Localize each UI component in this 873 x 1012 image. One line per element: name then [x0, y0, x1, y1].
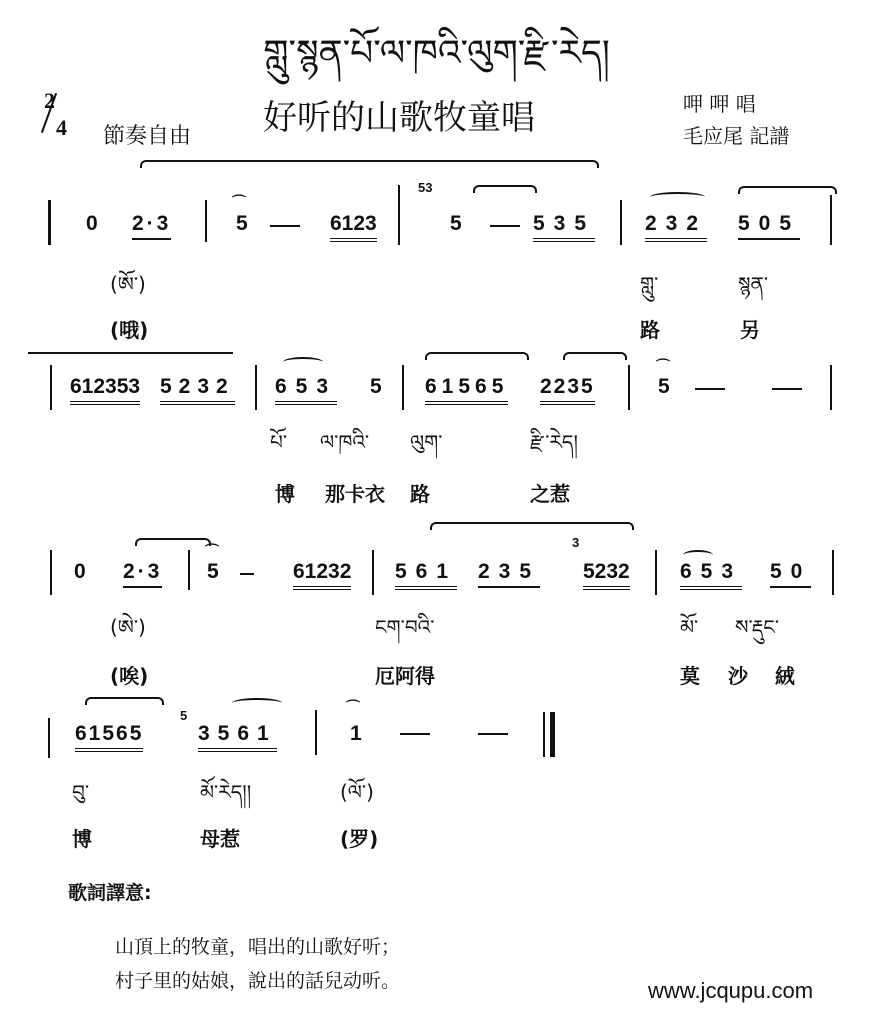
tie: [683, 550, 713, 560]
lyric-chinese: 博: [275, 482, 295, 506]
lyric-tibetan: (ལོ་): [340, 780, 374, 804]
dash: [240, 573, 254, 575]
barline: [48, 718, 50, 758]
slur: [473, 185, 537, 193]
tibetan-title: གླུ་སྙན་པོ་ལ་ཁའི་ལུག་རྫི་རེད།: [263, 33, 610, 74]
translation-heading: 歌詞譯意:: [68, 882, 152, 904]
barline: [655, 550, 657, 595]
lyric-chinese: 厄阿得: [375, 664, 435, 688]
lyric-tibetan: ལ་ཁའི་: [320, 430, 370, 454]
lyric-chinese: 母惹: [200, 827, 240, 851]
barline: [205, 200, 207, 242]
barline: [255, 365, 257, 410]
note-group: 61565: [425, 375, 508, 405]
barline: [50, 365, 52, 410]
lyric-tibetan: པོ་: [270, 430, 288, 454]
final-barline: [543, 712, 545, 757]
dash: [478, 733, 508, 735]
barline: [402, 365, 404, 410]
slur: [28, 352, 233, 354]
note: 5: [207, 560, 222, 583]
tie: [232, 698, 282, 708]
tie: [650, 192, 705, 202]
note-group: 653: [680, 560, 742, 590]
grace-note: 5: [180, 708, 188, 723]
slur: [430, 522, 634, 530]
time-signature-bottom: 4: [56, 115, 67, 140]
barline: [372, 550, 374, 595]
lyric-chinese: 那卡衣: [325, 482, 385, 506]
note-group: 3561: [198, 722, 277, 752]
note: 5: [658, 375, 673, 398]
note-group: 561: [395, 560, 457, 590]
barline: [315, 710, 317, 755]
note-group: 50: [770, 560, 811, 588]
dash: [400, 733, 430, 735]
note: 5: [236, 212, 251, 235]
lyric-chinese: (哦): [110, 318, 149, 342]
translation-line: 山頂上的牧童，唱出的山歌好听；: [115, 936, 401, 958]
slur: [140, 160, 599, 168]
lyric-chinese: 沙: [728, 664, 748, 688]
note: 5: [450, 212, 465, 235]
note: 0: [74, 560, 89, 583]
slur: [563, 352, 627, 360]
note-group: 232: [645, 212, 707, 242]
final-barline: [550, 712, 555, 757]
lyric-chinese: 絨: [775, 664, 795, 688]
dash: [270, 225, 300, 227]
slur: [85, 697, 164, 705]
lyric-chinese: (罗): [340, 827, 379, 851]
lyric-chinese: 另: [740, 318, 760, 342]
lyric-tibetan: གླུ་: [640, 272, 659, 296]
note-group: 2·3: [123, 560, 162, 588]
barline: [830, 195, 832, 245]
song-title: 好听的山歌牧童唱: [263, 98, 535, 138]
barline: [830, 365, 832, 410]
note-group: 6123: [330, 212, 377, 242]
lyric-tibetan: ལུག་: [410, 430, 443, 454]
note: 5: [370, 375, 385, 398]
lyric-tibetan: མོ་: [680, 615, 699, 639]
lyric-chinese: 路: [640, 318, 660, 342]
barline: [188, 550, 190, 590]
note-group: 61565: [75, 722, 143, 752]
note-group: 653: [275, 375, 337, 405]
lyric-tibetan: རྫི་རེད།: [530, 430, 578, 454]
barline: [398, 185, 400, 245]
barline: [832, 550, 834, 595]
dash: [695, 388, 725, 390]
note-group: 235: [478, 560, 540, 588]
note-group: 505: [738, 212, 800, 240]
lyric-chinese: 博: [72, 827, 92, 851]
lyric-tibetan: བུ་: [72, 780, 90, 804]
slur: [135, 538, 211, 546]
dash: [772, 388, 802, 390]
translation-line: 村子里的姑娘，說出的話兒动听。: [115, 970, 401, 992]
fermata-icon: ⌒: [656, 358, 673, 374]
tempo-marking: 節奏自由: [103, 124, 192, 149]
note-group: 2235: [540, 375, 595, 405]
lyric-chinese: 莫: [680, 664, 700, 688]
fermata-icon: ⌒: [232, 194, 249, 210]
tie: [283, 357, 323, 367]
lyric-chinese: 之惹: [530, 482, 570, 506]
lyric-tibetan: (ཨོ་): [110, 272, 146, 296]
grace-notes: 53: [418, 180, 433, 195]
barline: [48, 200, 51, 245]
lyric-tibetan: མོ་རེད།།: [200, 780, 252, 804]
fermata-icon: ⌒: [346, 699, 363, 715]
transcriber-credit: 毛应尾 記譜: [683, 124, 790, 148]
barline: [628, 365, 630, 410]
lyric-tibetan: ས་རྡུང་: [735, 615, 780, 639]
note: 0: [86, 212, 101, 235]
grace-note: 3: [572, 535, 580, 550]
lyric-tibetan: (ཨེ་): [110, 615, 146, 639]
note-group: 2·3: [132, 212, 171, 240]
lyric-tibetan: ངག་བའི་: [375, 615, 435, 639]
lyric-chinese: 路: [410, 482, 430, 506]
barline: [50, 550, 52, 595]
fermata-icon: ⌒: [205, 543, 222, 559]
note-group: 612353: [70, 375, 140, 405]
note: 1: [350, 722, 365, 745]
note-group: 5232: [583, 560, 630, 590]
note-group: 61232: [293, 560, 351, 590]
lyric-chinese: (唉): [110, 664, 149, 688]
watermark: www.jcqupu.com: [648, 978, 814, 1003]
slur: [738, 186, 837, 194]
time-signature-top: 2: [44, 88, 55, 113]
barline: [620, 200, 622, 245]
note-group: 5232: [160, 375, 235, 405]
slur: [425, 352, 529, 360]
dash: [490, 225, 520, 227]
lyric-tibetan: སྙན་: [738, 272, 769, 296]
singer-credit: 呷 呷 唱: [683, 92, 756, 116]
note-group: 535: [533, 212, 595, 242]
